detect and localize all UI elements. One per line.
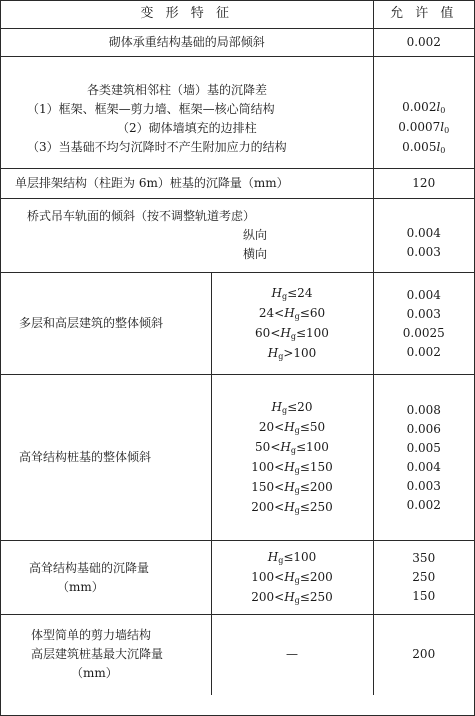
- row1-value: 0.002: [373, 29, 474, 57]
- table-row: [1, 57, 474, 169]
- row6-value-2: 0.006: [406, 421, 441, 436]
- row2-item1-value: $0.002l_0$: [402, 99, 446, 115]
- row5-cond-3: $60<H_g\le 100$: [255, 325, 329, 341]
- table-row: [1, 273, 474, 375]
- table-row: [1, 169, 474, 199]
- row6-cond-1: $H_g\le 20$: [271, 399, 313, 415]
- row6-conditions: [211, 375, 373, 541]
- row4-item1-value: 0.004: [406, 225, 441, 240]
- row3-desc: 单层排架结构（柱距为 6m）桩基的沉降量（mm）: [1, 169, 373, 199]
- row8-desc-line2: 高层建筑桩基最大沉降量: [31, 647, 164, 662]
- row7-value-1: 350: [412, 551, 436, 565]
- row2-item2-value: $0.0007l_0$: [398, 119, 450, 135]
- row5-value-4: 0.002: [406, 344, 441, 359]
- row6-values: [373, 375, 474, 541]
- row7-cond-2: $100<H_g\le 200$: [251, 569, 333, 585]
- row6-cond-3: $50<H_g\le 100$: [255, 439, 329, 455]
- row4-item2-value: 0.003: [406, 244, 441, 259]
- row6-value-5: 0.003: [406, 478, 441, 493]
- row6-cond-6: $200<H_g\le 250$: [251, 499, 333, 515]
- row6-cond-5: $150<H_g\le 200$: [251, 479, 333, 495]
- row5-conditions: [211, 273, 373, 375]
- row6-value-6: 0.002: [406, 497, 441, 512]
- row2-values: [373, 57, 474, 169]
- row6-value-3: 0.005: [406, 440, 441, 455]
- table-row: [1, 375, 474, 541]
- table-header-row: [1, 1, 474, 29]
- row8-desc: [1, 615, 211, 695]
- row4-item1-label: 纵向: [243, 228, 268, 242]
- row5-cond-1: $H_g\le 24$: [271, 285, 313, 301]
- row6-cond-2: $20<H_g\le 50$: [258, 419, 326, 435]
- row5-cond-2: $24<H_g\le 60$: [258, 305, 326, 321]
- row5-cond-4: $H_g>100$: [267, 345, 317, 361]
- row8-condition: —: [211, 615, 373, 695]
- row7-desc-line1: 高耸结构基础的沉降量: [29, 560, 150, 575]
- row6-value-4: 0.004: [406, 459, 441, 474]
- row2-desc: [1, 57, 373, 169]
- table-row: [1, 615, 474, 695]
- row4-values: [373, 199, 474, 273]
- row5-value-1: 0.004: [406, 287, 441, 302]
- row2-item3-value: $0.005l_0$: [402, 139, 446, 155]
- row4-title: 桥式吊车轨面的倾斜（按不调整轨道考虑）: [27, 209, 256, 223]
- row6-value-1: 0.008: [406, 402, 441, 417]
- row5-values: [373, 273, 474, 375]
- row6-desc: 高耸结构桩基的整体倾斜: [1, 375, 211, 541]
- row6-cond-4: $100<H_g\le 150$: [251, 459, 333, 475]
- row3-value: 120: [373, 169, 474, 199]
- row2-item3-label: （3）当基础不均匀沉降时不产生附加应力的结构: [27, 139, 287, 154]
- row2-title: 各类建筑相邻柱（墙）基的沉降差: [87, 82, 268, 97]
- row1-desc: 砌体承重结构基础的局部倾斜: [1, 29, 373, 57]
- row7-cond-3: $200<H_g\le 250$: [251, 589, 333, 605]
- row4-desc: [1, 199, 373, 273]
- table-row: [1, 541, 474, 615]
- row7-cond-1: $H_g\le 100$: [267, 549, 317, 565]
- row8-desc-line3: （mm）: [71, 666, 118, 681]
- row7-desc: [1, 541, 211, 615]
- row2-item2-label: （2）砌体墙填充的边排柱: [117, 120, 257, 135]
- table-row: [1, 29, 474, 57]
- row8-value: 200: [373, 615, 474, 695]
- row7-value-3: 150: [412, 589, 436, 603]
- row2-item1-label: （1）框架、框架—剪力墙、框架—核心筒结构: [27, 101, 275, 116]
- row5-desc: 多层和高层建筑的整体倾斜: [1, 273, 211, 375]
- row7-conditions: [211, 541, 373, 615]
- row8-desc-line1: 体型简单的剪力墙结构: [31, 628, 152, 643]
- deformation-allowable-table: [1, 1, 474, 695]
- header-allowable: 允 许 值: [373, 1, 474, 29]
- row4-item2-label: 横向: [243, 247, 268, 261]
- row7-desc-line2: （mm）: [57, 579, 104, 594]
- row5-value-2: 0.003: [406, 306, 441, 321]
- row5-value-3: 0.0025: [402, 325, 445, 340]
- table-row: [1, 199, 474, 273]
- row7-value-2: 250: [412, 570, 436, 584]
- row7-values: [373, 541, 474, 615]
- header-feature: 变 形 特 征: [140, 6, 233, 22]
